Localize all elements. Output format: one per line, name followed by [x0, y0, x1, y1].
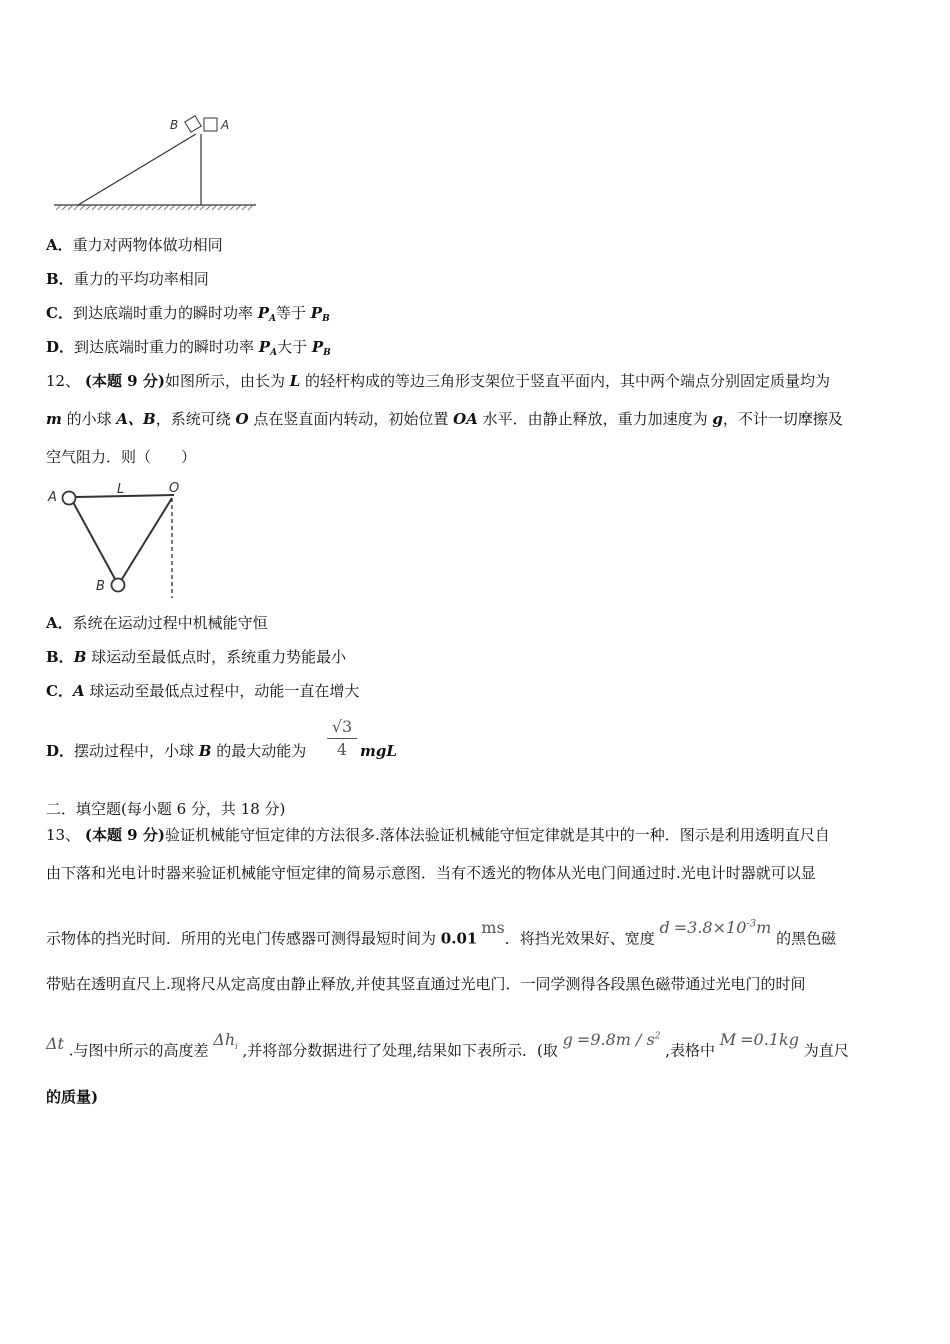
stem-text: 的轻杆构成的等边三角形支架位于竖直平面内，其中两个端点分别固定质量均为: [300, 372, 831, 390]
option-text: 到达底端时重力的瞬时功率: [74, 338, 259, 356]
option-key: A．: [46, 614, 73, 632]
width-value: =3.8×10: [673, 918, 747, 938]
var-b: B: [73, 648, 87, 666]
q12-stem-line1: [46, 370, 830, 392]
q11-option-b: [46, 268, 209, 290]
option-key: C．: [46, 682, 73, 700]
var-a: A: [72, 682, 85, 700]
q13-line2: [46, 862, 816, 884]
option-text: 球运动至最低点时，系统重力势能最小: [86, 648, 347, 666]
ball-b: [112, 579, 125, 592]
g-value: =9.8m / s: [576, 1030, 655, 1050]
stem-text: 的质量): [46, 1088, 99, 1106]
label-l: L: [117, 482, 125, 497]
q12-option-c: [46, 680, 359, 702]
score-note: (本题 9 分): [84, 826, 165, 844]
var-oa: OA: [453, 410, 478, 428]
g-exponent: 2: [654, 1032, 661, 1042]
stem-text: 点在竖直面内转动，初始位置: [248, 410, 454, 428]
stem-text: .与图中所示的高度差: [63, 1041, 214, 1060]
var-g: g: [712, 410, 723, 428]
q13-line4: [46, 973, 806, 995]
stem-text: ,表格中: [660, 1041, 720, 1060]
stem-text: 带贴在透明直尺上.现将尺从定高度由静止释放,并使其竖直通过光电门．一同学测得各段黑色磁带通过光电门的时间: [46, 975, 806, 993]
q11-option-c: [46, 302, 330, 330]
q12-option-d: [46, 740, 306, 762]
sub-a: A: [270, 348, 278, 358]
var-p: P: [258, 338, 271, 356]
delta-t: Δt: [46, 1034, 64, 1054]
label-a: A: [48, 490, 57, 505]
width-unit: m: [756, 918, 772, 938]
ball-a: [63, 492, 76, 505]
option-key: A．: [46, 236, 73, 254]
ms-unit: ms: [481, 918, 505, 938]
min-time-value: 0.01: [440, 929, 478, 948]
sub-b: B: [322, 314, 330, 324]
sub-a: A: [269, 314, 276, 324]
sub-b: B: [323, 348, 331, 358]
option-key: D．: [46, 742, 75, 760]
g-formula: [563, 1030, 661, 1049]
delta-h-formula: [213, 1030, 238, 1052]
stem-text: ，不计一切摩擦及: [722, 410, 843, 428]
mass-value: =0.1kg: [740, 1030, 799, 1050]
delta-h: Δh: [213, 1030, 236, 1050]
stem-text: 示物体的挡光时间．所用的光电门传感器可测得最短时间为: [46, 929, 441, 948]
fraction-denominator: 4: [336, 740, 348, 759]
question-number: 13、: [46, 826, 85, 844]
var-g: g: [562, 1030, 573, 1050]
option-text: 到达底端时重力的瞬时功率: [72, 304, 258, 322]
q13-line6: [46, 1086, 98, 1108]
option-key: D．: [46, 338, 75, 356]
q12-option-b: [46, 646, 346, 668]
var-p: P: [311, 338, 324, 356]
fraction-sqrt3-over-4: [327, 716, 357, 761]
var-p: P: [310, 304, 323, 322]
ground-hatch: [56, 205, 253, 210]
var-m: m: [46, 410, 62, 428]
stem-text: 由下落和光电计时器来验证机械能守恒定律的简易示意图．当有不透光的物体从光电门间通过时.光电计时器就可以显: [46, 864, 816, 882]
q12-stem-line2: [46, 408, 843, 430]
label-b: B: [96, 579, 105, 594]
triangle-figure: [44, 478, 194, 602]
q13-line3: [46, 918, 837, 949]
q13-line1: [46, 824, 830, 846]
width-exponent: -3: [746, 919, 757, 930]
option-key: B．: [46, 270, 74, 288]
rod-oa: [76, 495, 174, 497]
option-text: 重力对两物体做功相同: [72, 236, 223, 254]
stem-text: ，系统可绕: [155, 410, 236, 428]
q12-stem-line3: [46, 446, 196, 468]
section-title: 二．填空题(每小题 6 分，共 18 分): [46, 800, 286, 818]
option-key: C．: [46, 304, 73, 322]
var-b: B: [198, 742, 212, 760]
stem-text: 水平．由静止释放，重力加速度为: [477, 410, 713, 428]
fraction-numerator: √3: [327, 716, 357, 739]
incline-figure: [50, 108, 262, 214]
q11-option-a: [46, 234, 223, 256]
var-ab: A、B: [116, 410, 156, 428]
mgl-term: mgL: [360, 742, 397, 760]
q13-line5: [46, 1030, 849, 1069]
option-text: 球运动至最低点过程中，动能一直在增大: [84, 682, 360, 700]
score-note: (本题 9 分): [84, 372, 165, 390]
stem-text: ,并将部分数据进行了处理,结果如下表所示．(取: [237, 1041, 563, 1060]
rod-ab: [73, 502, 115, 579]
label-b: B: [170, 118, 179, 132]
stem-text: 空气阻力．则（ ）: [46, 448, 197, 466]
stem-text: 为直尺: [798, 1041, 849, 1060]
stem-text: 的黑色磁: [771, 929, 837, 948]
var-p: P: [257, 304, 270, 322]
var-l: L: [289, 372, 301, 390]
var-m: M: [719, 1030, 737, 1050]
stem-text: 如图所示，由长为: [164, 372, 290, 390]
incline-slope: [78, 134, 196, 205]
option-text: 摆动过程中，小球: [74, 742, 199, 760]
width-formula: [660, 918, 772, 937]
option-text: 的最大动能为: [211, 742, 307, 760]
rod-ob: [122, 498, 172, 579]
var-d: d: [659, 918, 670, 938]
label-o: O: [169, 481, 180, 496]
label-a: A: [221, 118, 230, 132]
stem-text: 验证机械能守恒定律的方法很多.落体法验证机械能守恒定律就是其中的一种．图示是利用透明直尺自: [164, 826, 830, 844]
option-key: B．: [46, 648, 74, 666]
question-number: 12、: [46, 372, 85, 390]
option-text: 大于: [277, 338, 312, 356]
option-text: 重力的平均功率相同: [73, 270, 209, 288]
stem-text: ．将挡光效果好、宽度: [504, 929, 660, 948]
option-text: 系统在运动过程中机械能守恒: [72, 614, 268, 632]
mass-formula: [720, 1030, 799, 1049]
q11-option-d: [46, 336, 331, 364]
var-o: O: [235, 410, 249, 428]
delta-h-sub: i: [235, 1042, 238, 1052]
q12-option-a: [46, 612, 268, 634]
stem-text: 的小球: [61, 410, 117, 428]
option-text: 等于: [276, 304, 311, 322]
block-b: [185, 116, 201, 132]
block-a: [204, 118, 217, 131]
